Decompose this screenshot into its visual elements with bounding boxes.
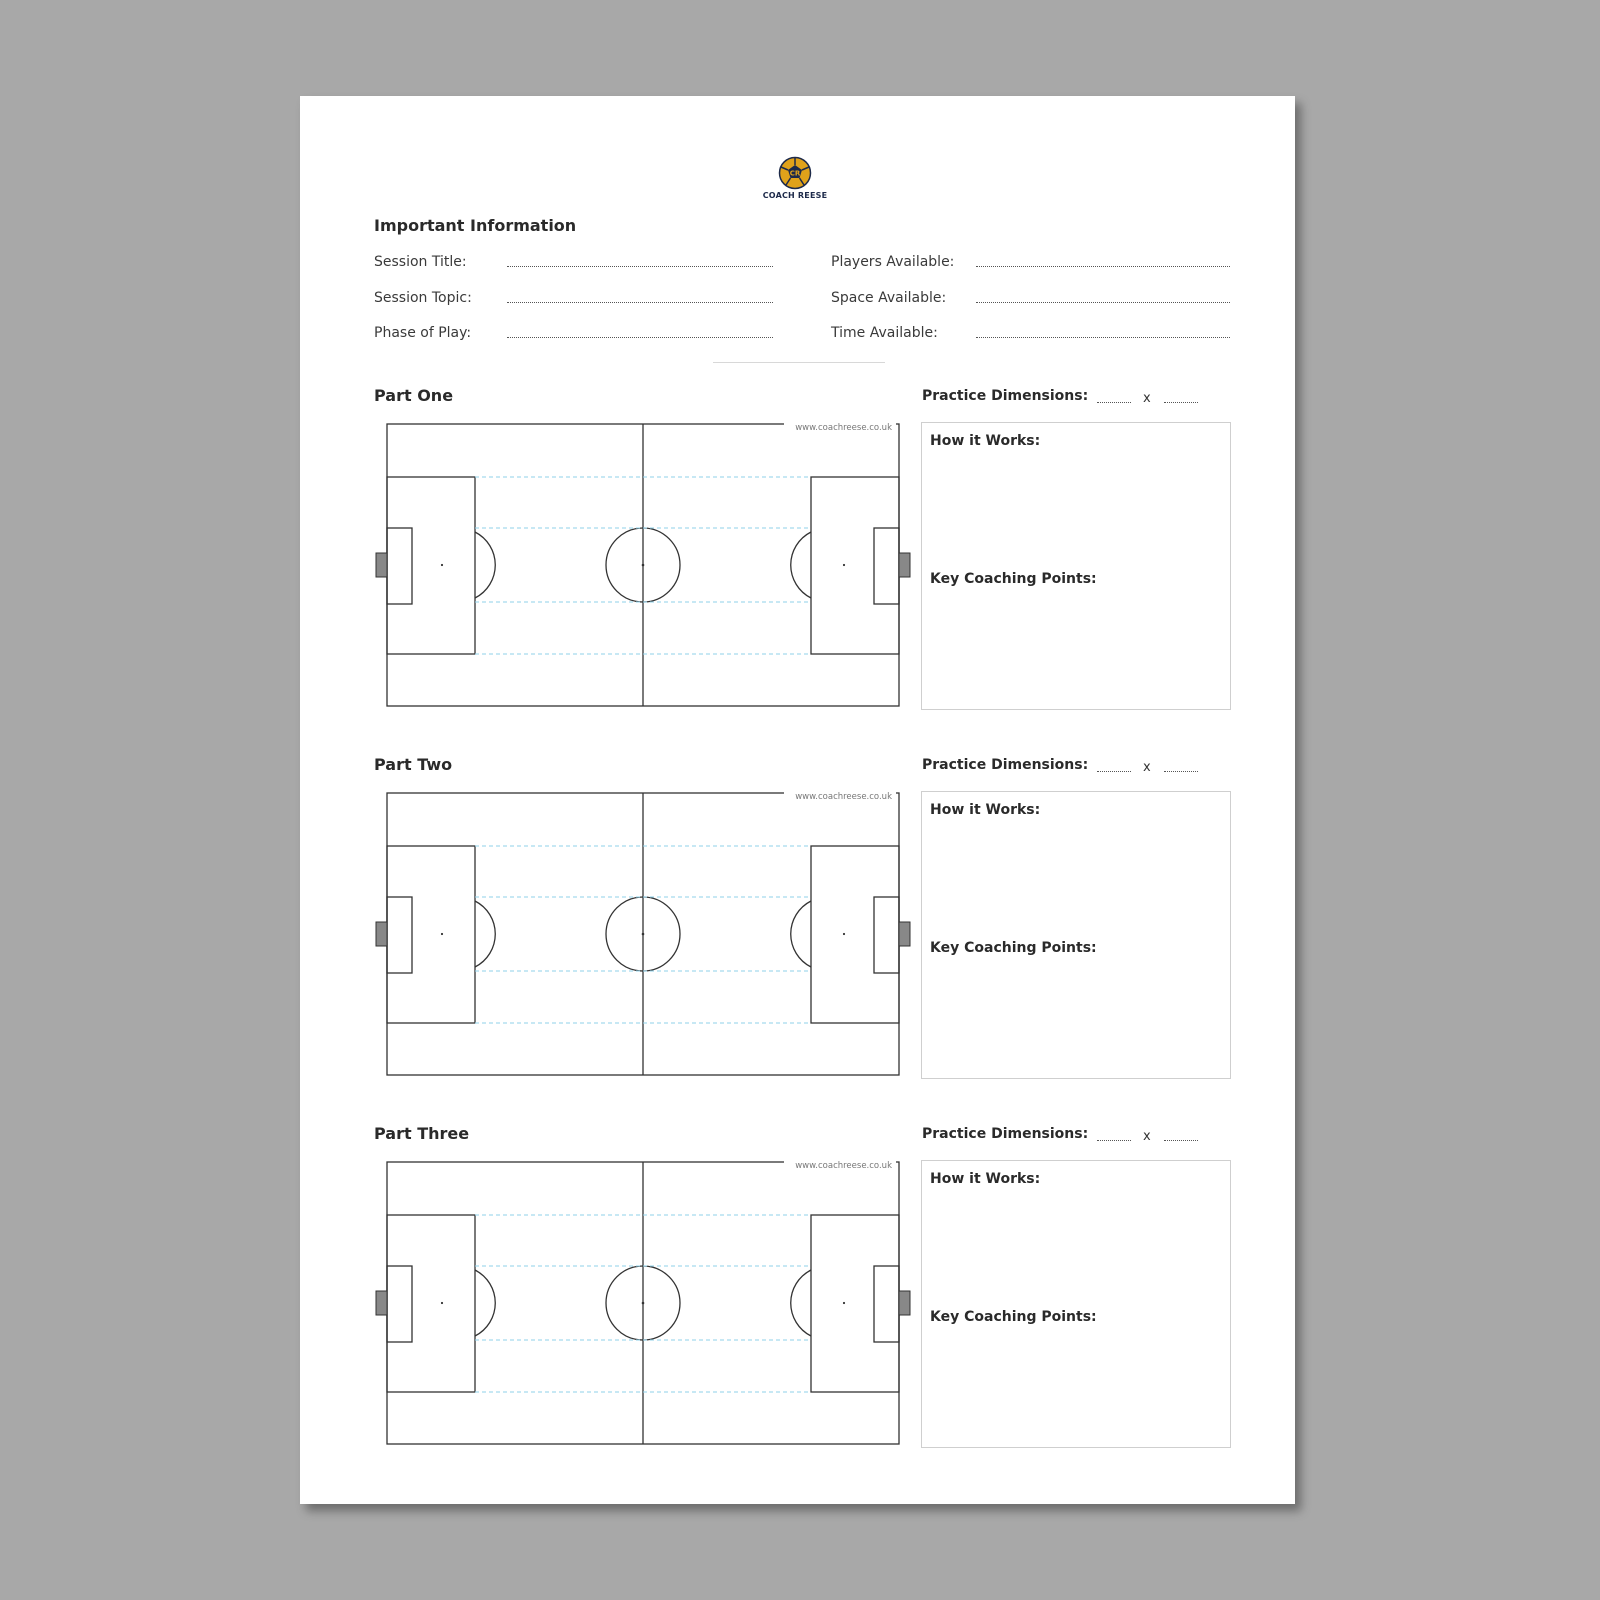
right-penalty-spot: [843, 1302, 845, 1304]
pitch-diagram: [374, 422, 914, 708]
right-goal: [899, 922, 910, 946]
players-available-label: Players Available:: [831, 254, 955, 270]
left-penalty-spot: [441, 933, 443, 935]
space-available-field[interactable]: [976, 302, 1230, 303]
how-it-works-label: How it Works:: [930, 1171, 1041, 1187]
pitch-diagram: [374, 791, 914, 1077]
players-available-field[interactable]: [976, 266, 1230, 267]
important-info-heading: Important Information: [374, 216, 577, 235]
notes-box[interactable]: [921, 422, 1231, 710]
dimension-separator: x: [1143, 391, 1151, 406]
logo-text: COACH REESE: [762, 191, 828, 200]
right-penalty-arc: [791, 1270, 811, 1336]
part-title: Part One: [374, 386, 454, 405]
phase-of-play-field[interactable]: [507, 337, 773, 338]
right-goal: [899, 1291, 910, 1315]
centre-spot: [642, 933, 645, 936]
left-penalty-spot: [441, 1302, 443, 1304]
key-coaching-points-label: Key Coaching Points:: [930, 940, 1097, 956]
session-title-field[interactable]: [507, 266, 773, 267]
coach-reese-logo: [755, 156, 835, 202]
left-penalty-arc: [475, 901, 495, 967]
dimension-width-field[interactable]: [1097, 402, 1131, 403]
centre-spot: [642, 1302, 645, 1305]
dimension-length-field[interactable]: [1164, 402, 1198, 403]
left-goal: [376, 922, 387, 946]
logo-ball-icon: [778, 156, 812, 190]
left-goal: [376, 553, 387, 577]
pitch-diagram: [374, 1160, 914, 1446]
notes-box[interactable]: [921, 1160, 1231, 1448]
right-penalty-area: [811, 846, 899, 1023]
pitch-url: www.coachreese.co.uk: [795, 1161, 892, 1171]
right-six-yard-box: [874, 528, 899, 604]
part-title: Part Two: [374, 755, 453, 774]
session-topic-field[interactable]: [507, 302, 773, 303]
right-penalty-area: [811, 477, 899, 654]
session-title-label: Session Title:: [374, 254, 467, 270]
pitch-url: www.coachreese.co.uk: [795, 792, 892, 802]
time-available-field[interactable]: [976, 337, 1230, 338]
right-six-yard-box: [874, 1266, 899, 1342]
section-divider: [713, 362, 885, 363]
how-it-works-label: How it Works:: [930, 802, 1041, 818]
right-penalty-area: [811, 1215, 899, 1392]
dimension-length-field[interactable]: [1164, 1140, 1198, 1141]
practice-dimensions-label: Practice Dimensions:: [922, 388, 1089, 404]
notes-box[interactable]: [921, 791, 1231, 1079]
left-penalty-area: [387, 846, 475, 1023]
right-penalty-spot: [843, 564, 845, 566]
right-penalty-arc: [791, 901, 811, 967]
left-six-yard-box: [387, 1266, 412, 1342]
dimension-separator: x: [1143, 760, 1151, 775]
svg-text:CR: CR: [789, 169, 801, 178]
right-six-yard-box: [874, 897, 899, 973]
dimension-width-field[interactable]: [1097, 1140, 1131, 1141]
left-penalty-arc: [475, 532, 495, 598]
key-coaching-points-label: Key Coaching Points:: [930, 571, 1097, 587]
centre-spot: [642, 564, 645, 567]
key-coaching-points-label: Key Coaching Points:: [930, 1309, 1097, 1325]
practice-dimensions-label: Practice Dimensions:: [922, 1126, 1089, 1142]
right-penalty-arc: [791, 532, 811, 598]
dimension-length-field[interactable]: [1164, 771, 1198, 772]
left-goal: [376, 1291, 387, 1315]
right-goal: [899, 553, 910, 577]
dimension-width-field[interactable]: [1097, 771, 1131, 772]
how-it-works-label: How it Works:: [930, 433, 1041, 449]
time-available-label: Time Available:: [831, 325, 938, 341]
session-topic-label: Session Topic:: [374, 290, 472, 306]
dimension-separator: x: [1143, 1129, 1151, 1144]
left-penalty-area: [387, 1215, 475, 1392]
right-penalty-spot: [843, 933, 845, 935]
left-penalty-spot: [441, 564, 443, 566]
left-penalty-arc: [475, 1270, 495, 1336]
session-plan-sheet: [300, 96, 1295, 1504]
left-six-yard-box: [387, 897, 412, 973]
left-six-yard-box: [387, 528, 412, 604]
part-title: Part Three: [374, 1124, 470, 1143]
phase-of-play-label: Phase of Play:: [374, 325, 472, 341]
left-penalty-area: [387, 477, 475, 654]
space-available-label: Space Available:: [831, 290, 947, 306]
pitch-url: www.coachreese.co.uk: [795, 423, 892, 433]
practice-dimensions-label: Practice Dimensions:: [922, 757, 1089, 773]
